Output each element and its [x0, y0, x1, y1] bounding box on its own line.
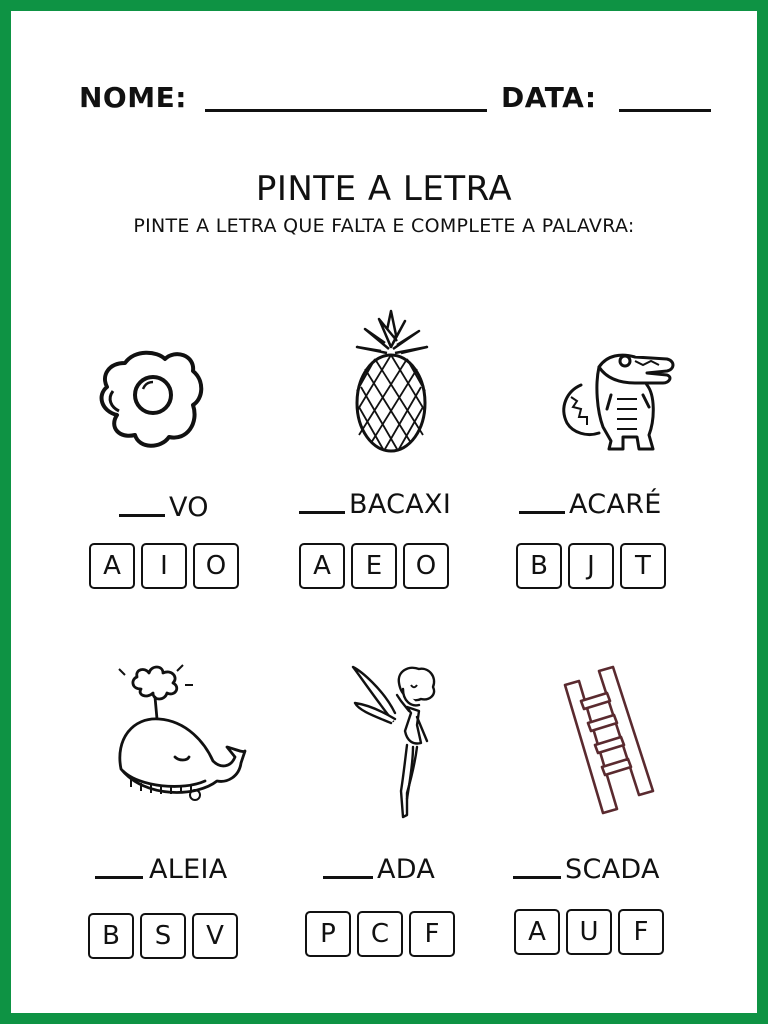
word-3: [519, 486, 709, 518]
choices-6: [514, 909, 664, 955]
choices-2: [299, 543, 449, 589]
whale-icon: [109, 661, 255, 805]
choice-4-b[interactable]: B: [88, 913, 134, 959]
date-field[interactable]: [619, 109, 711, 112]
choice-4-s[interactable]: S: [140, 913, 186, 959]
choice-1-i[interactable]: I: [141, 543, 187, 589]
choice-3-b[interactable]: B: [516, 543, 562, 589]
alligator-icon: [551, 345, 677, 457]
page-title: PINTE A LETRA: [255, 169, 513, 209]
name-field[interactable]: [205, 109, 487, 112]
choice-5-p[interactable]: P: [305, 911, 351, 957]
word-4: [95, 851, 255, 883]
word-6: [513, 851, 693, 883]
choice-2-o[interactable]: O: [403, 543, 449, 589]
choice-3-t[interactable]: T: [620, 543, 666, 589]
name-label: NOME:: [79, 81, 187, 114]
choice-6-u[interactable]: U: [566, 909, 612, 955]
choice-6-a[interactable]: A: [514, 909, 560, 955]
word-3-blank[interactable]: [519, 511, 565, 514]
fairy-icon: [347, 661, 443, 825]
word-3-text: ACARÉ: [569, 489, 662, 520]
word-2-text: BACAXI: [349, 489, 452, 520]
word-1: [119, 489, 279, 521]
choice-1-o[interactable]: O: [193, 543, 239, 589]
name-date-header: [79, 81, 719, 121]
word-2: [299, 486, 499, 518]
fried-egg-icon: [95, 341, 207, 453]
word-5: [323, 851, 483, 883]
word-5-blank[interactable]: [323, 876, 373, 879]
word-1-text: VO: [169, 492, 209, 523]
date-label: DATA:: [501, 81, 597, 114]
word-6-text: SCADA: [565, 854, 660, 885]
word-4-blank[interactable]: [95, 876, 143, 879]
ladder-icon: [557, 663, 661, 823]
choice-6-f[interactable]: F: [618, 909, 664, 955]
word-1-blank[interactable]: [119, 514, 165, 517]
choice-2-e[interactable]: E: [351, 543, 397, 589]
instructions: PINTE A LETRA QUE FALTA E COMPLETE A PALAVRA:: [133, 215, 635, 237]
choice-5-f[interactable]: F: [409, 911, 455, 957]
choices-3: [516, 543, 666, 589]
choices-5: [305, 911, 455, 957]
choice-4-v[interactable]: V: [192, 913, 238, 959]
choice-2-a[interactable]: A: [299, 543, 345, 589]
choices-1: [89, 543, 239, 589]
choice-5-c[interactable]: C: [357, 911, 403, 957]
word-2-blank[interactable]: [299, 511, 345, 514]
choice-3-j[interactable]: J: [568, 543, 614, 589]
choices-4: [88, 913, 238, 959]
word-4-text: ALEIA: [149, 854, 228, 885]
word-5-text: ADA: [377, 854, 436, 885]
word-6-blank[interactable]: [513, 876, 561, 879]
choice-1-a[interactable]: A: [89, 543, 135, 589]
pineapple-icon: [341, 307, 441, 457]
